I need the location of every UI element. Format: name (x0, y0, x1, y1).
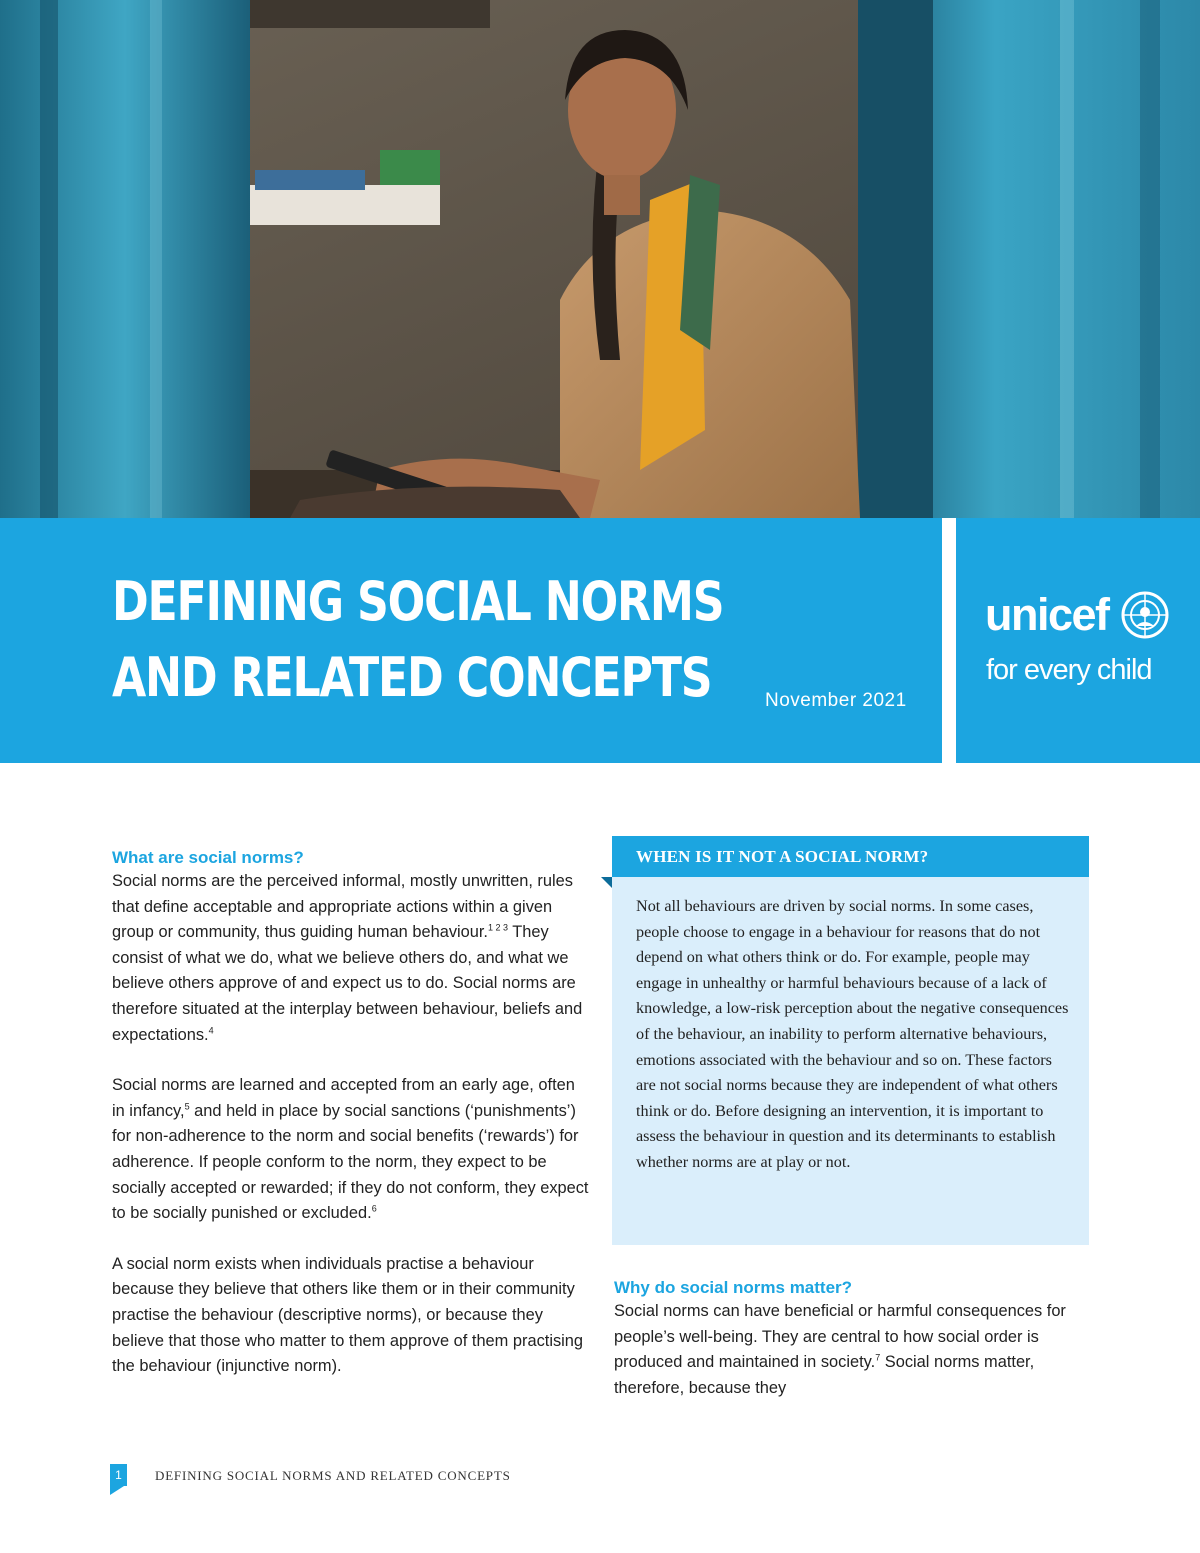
page-number: 1 (110, 1464, 127, 1486)
paragraph-text: Social norms are learned and accepted from an early age, often in infancy, (112, 1076, 575, 1120)
unicef-tagline: for every child (986, 654, 1152, 686)
footnote-ref: 6 (371, 1203, 377, 1214)
footnote-ref: 7 (875, 1352, 881, 1363)
footnote-ref: 1 2 3 (488, 922, 509, 933)
paragraph-text: Social norms are the perceived informal, mostly unwritten, rules that define acceptable and appropriate actions within a given group or community, thus guiding human behaviour. (112, 872, 573, 942)
paragraph-definition (112, 869, 592, 1048)
callout-heading: WHEN IS IT NOT A SOCIAL NORM? (612, 836, 1089, 877)
unicef-logo-wordmark: unicef (985, 589, 1109, 640)
paragraph-why-matter (614, 1299, 1089, 1401)
title-line-2: AND RELATED CONCEPTS (112, 646, 712, 709)
document-title (112, 564, 723, 716)
logo-panel (956, 518, 1200, 763)
hero-photo (0, 0, 1200, 518)
page-number-tab (110, 1486, 124, 1495)
right-column (614, 1276, 1089, 1401)
callout-box (612, 877, 1089, 1245)
footnote-ref: 5 (184, 1101, 190, 1112)
section-heading-why-matter: Why do social norms matter? (614, 1278, 853, 1297)
paragraph-learning (112, 1073, 592, 1227)
left-column (112, 846, 592, 1380)
woman-with-tablet-illustration (0, 0, 1200, 518)
title-line-1: DEFINING SOCIAL NORMS (112, 570, 724, 633)
paragraph-text: They consist of what we do, what we believe others do, and what we believe others approve of and expect us to do. Social norms are therefore situated at the interplay between behaviour, beliefs and expectations. (112, 923, 583, 1044)
band-divider (942, 518, 956, 763)
paragraph-text: and held in place by social sanctions (‘punishments’) for non-adherence to the norm and social benefits (‘rewards’) for adherence. If people conform to the norm, they expect to be socially accepted or rewarded; if they do not conform, they expect to be socially punished or excluded. (112, 1101, 589, 1223)
running-title: DEFINING SOCIAL NORMS AND RELATED CONCEPTS (155, 1468, 511, 1483)
callout-body: Not all behaviours are driven by social norms. In some cases, people choose to engage in a behaviour for reasons that do not depend on what others think or do. For example, people may engage in unhealthy or harmful behaviours because of a lack of knowledge, a low-risk perception about the negative consequences of the behaviour, an inability to perform alternative behaviours, emotions associated with the behaviour and so on. These factors are not social norms because they are independent of what others think or do. Before designing an intervention, it is important to assess the behaviour in question and its determinants to establish whether norms are at play or not. (636, 897, 1069, 1171)
footnote-ref: 4 (208, 1025, 214, 1036)
callout-tab-decoration (601, 877, 612, 888)
paragraph-existence: A social norm exists when individuals practise a behaviour because they believe that others like them or in their community practise the behaviour (descriptive norms), or because they believe that those who matter to them approve of them practising the behaviour (injunctive norm). (112, 1254, 584, 1376)
section-heading-what-are-social-norms: What are social norms? (112, 848, 304, 867)
paragraph-text: Social norms can have beneficial or harmful consequences for people’s well-being. They are central to how social order is produced and maintained in society. (614, 1302, 1066, 1372)
paragraph-text: Social norms matter, therefore, because they (614, 1353, 1035, 1397)
unicef-globe-emblem-icon (1120, 590, 1170, 640)
publication-date: November 2021 (765, 690, 907, 711)
